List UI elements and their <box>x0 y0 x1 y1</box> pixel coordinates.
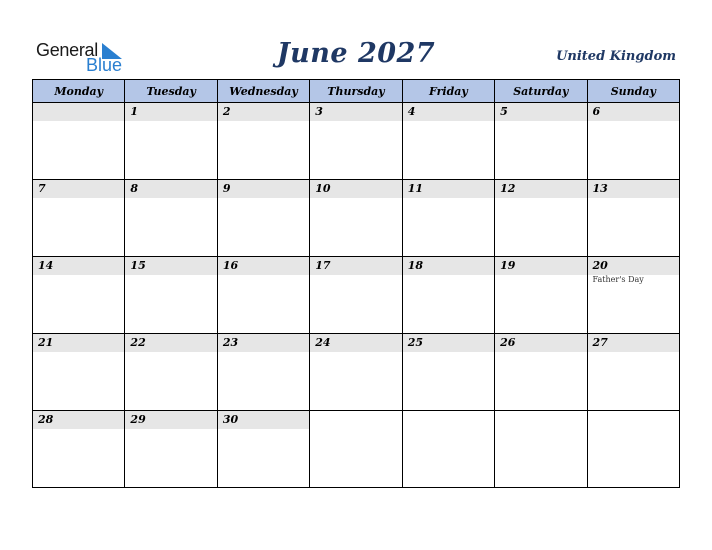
day-cell <box>33 257 125 334</box>
weekday-header: Thursday <box>310 80 402 103</box>
day-number: 24 <box>310 334 401 352</box>
day-number: 17 <box>310 257 401 275</box>
day-cell <box>587 334 679 411</box>
day-number: 1 <box>125 103 216 121</box>
day-number <box>588 411 679 429</box>
day-number: 27 <box>588 334 679 352</box>
day-cell <box>495 334 587 411</box>
day-cell <box>587 103 679 180</box>
day-cell <box>587 411 679 488</box>
day-number: 11 <box>403 180 494 198</box>
day-cell <box>402 411 494 488</box>
day-number: 20 <box>588 257 679 275</box>
day-cell <box>217 180 309 257</box>
day-number: 29 <box>125 411 216 429</box>
day-cell <box>310 103 402 180</box>
day-cell <box>217 334 309 411</box>
day-number: 26 <box>495 334 586 352</box>
day-number: 19 <box>495 257 586 275</box>
holiday-label: Father's Day <box>592 275 644 284</box>
week-row <box>33 334 680 411</box>
day-number <box>33 103 124 121</box>
day-cell <box>587 180 679 257</box>
day-number <box>495 411 586 429</box>
day-cell <box>310 411 402 488</box>
weekday-header-row <box>33 80 680 103</box>
weekday-header: Monday <box>33 80 125 103</box>
day-cell <box>402 334 494 411</box>
day-number: 3 <box>310 103 401 121</box>
weekday-header: Tuesday <box>125 80 217 103</box>
day-cell <box>402 103 494 180</box>
day-number: 14 <box>33 257 124 275</box>
day-number: 4 <box>403 103 494 121</box>
day-cell <box>33 180 125 257</box>
day-cell <box>125 334 217 411</box>
week-row <box>33 103 680 180</box>
day-number: 15 <box>125 257 216 275</box>
day-number: 2 <box>218 103 309 121</box>
day-cell <box>495 411 587 488</box>
day-cell <box>402 180 494 257</box>
day-cell <box>495 257 587 334</box>
day-number: 6 <box>588 103 679 121</box>
day-number: 9 <box>218 180 309 198</box>
week-row <box>33 257 680 334</box>
day-number: 12 <box>495 180 586 198</box>
country-label: United Kingdom <box>556 49 676 64</box>
day-cell <box>310 180 402 257</box>
day-cell <box>33 334 125 411</box>
day-number: 16 <box>218 257 309 275</box>
week-row <box>33 180 680 257</box>
calendar-grid <box>32 79 680 488</box>
week-row <box>33 411 680 488</box>
day-cell <box>587 257 679 334</box>
day-cell <box>125 180 217 257</box>
day-number: 25 <box>403 334 494 352</box>
day-cell <box>495 103 587 180</box>
day-number: 22 <box>125 334 216 352</box>
day-number: 28 <box>33 411 124 429</box>
day-cell <box>125 257 217 334</box>
day-number <box>310 411 401 429</box>
day-number: 21 <box>33 334 124 352</box>
day-cell <box>217 411 309 488</box>
day-number: 13 <box>588 180 679 198</box>
weekday-header: Saturday <box>495 80 587 103</box>
weekday-header: Sunday <box>587 80 679 103</box>
day-number: 23 <box>218 334 309 352</box>
day-cell <box>33 103 125 180</box>
day-cell <box>217 103 309 180</box>
day-number: 10 <box>310 180 401 198</box>
day-cell <box>310 334 402 411</box>
logo-blue-text: Blue <box>86 55 123 75</box>
day-cell <box>495 180 587 257</box>
weekday-header: Wednesday <box>217 80 309 103</box>
day-number <box>403 411 494 429</box>
day-cell <box>125 411 217 488</box>
day-cell <box>402 257 494 334</box>
logo-general-text: General <box>36 40 98 60</box>
day-number: 30 <box>218 411 309 429</box>
day-number: 18 <box>403 257 494 275</box>
day-cell <box>310 257 402 334</box>
weekday-header: Friday <box>402 80 494 103</box>
day-number: 8 <box>125 180 216 198</box>
day-cell <box>217 257 309 334</box>
day-cell <box>125 103 217 180</box>
day-number: 5 <box>495 103 586 121</box>
day-cell <box>33 411 125 488</box>
page-title: June 2027 <box>276 38 436 69</box>
day-number: 7 <box>33 180 124 198</box>
